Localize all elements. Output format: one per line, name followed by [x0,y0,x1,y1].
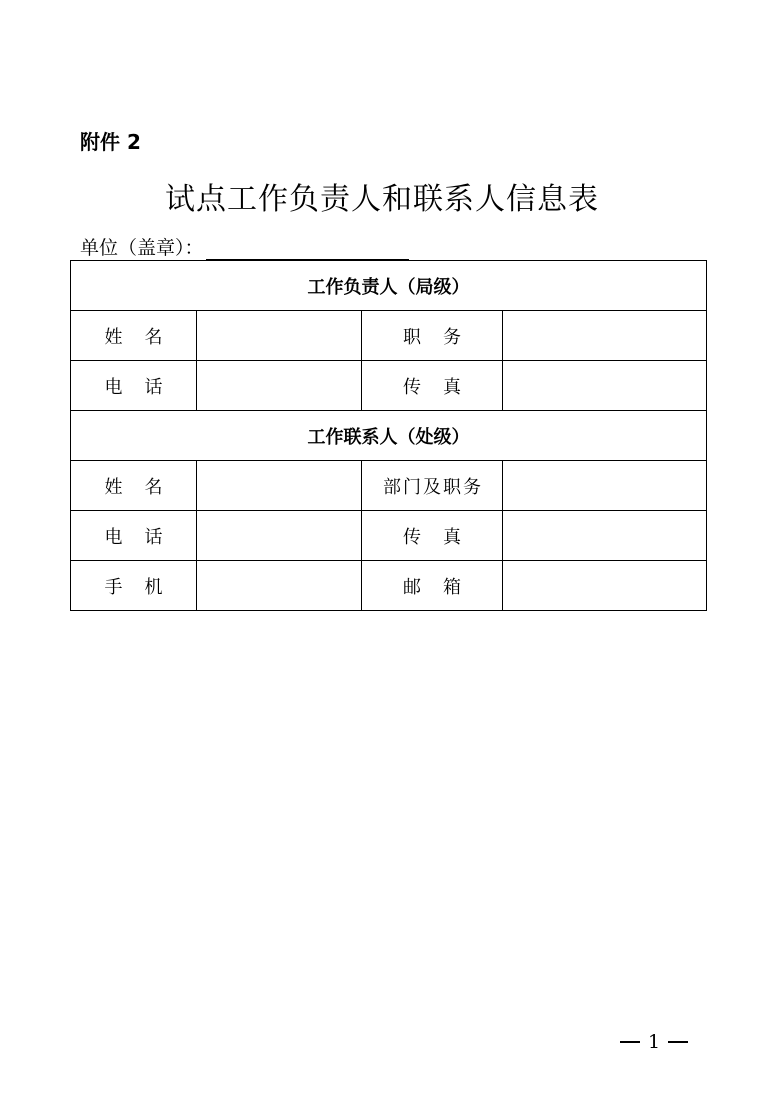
value-cell [197,561,362,611]
section-header-row [71,261,707,311]
value-cell [503,311,707,361]
label-email: 邮箱 [403,576,483,598]
value-cell [503,361,707,411]
label-cell [362,311,503,361]
page-dash-left [620,1041,640,1043]
label-cell [71,311,197,361]
info-table [70,260,707,611]
attachment-label: 附件 2 [80,130,141,154]
label-cell [71,511,197,561]
value-cell [503,561,707,611]
unit-line [80,233,409,260]
label-cell [71,461,197,511]
value-cell [197,511,362,561]
label-cell [362,361,503,411]
page-number-value: 1 [648,1031,661,1053]
label-cell [71,361,197,411]
label-name: 姓名 [104,326,185,348]
page-dash-right [668,1041,688,1043]
table-row [71,361,707,411]
value-cell [197,361,362,411]
label-position: 职务 [403,326,483,348]
section-title-contact: 工作联系人（处级） [71,411,707,461]
table-row [71,561,707,611]
unit-blank-line [206,237,409,260]
label-phone: 电话 [104,376,185,398]
table-row [71,311,707,361]
label-fax: 传真 [403,526,483,548]
label-mobile: 手机 [104,576,185,598]
value-cell [503,461,707,511]
label-name: 姓名 [104,476,185,498]
value-cell [197,461,362,511]
label-cell [362,461,503,511]
value-cell [197,311,362,361]
document-title: 试点工作负责人和联系人信息表 [165,182,599,217]
table-row [71,511,707,561]
label-fax: 传真 [403,376,483,398]
section-title-leader: 工作负责人（局级） [71,261,707,311]
label-cell [362,511,503,561]
section-header-row [71,411,707,461]
label-phone: 电话 [104,526,185,548]
label-dept-position: 部门及职务 [383,476,483,498]
value-cell [503,511,707,561]
table-row [71,461,707,511]
label-cell [71,561,197,611]
page-number [612,1031,696,1053]
label-cell [362,561,503,611]
unit-label: 单位（盖章）： [80,237,204,259]
